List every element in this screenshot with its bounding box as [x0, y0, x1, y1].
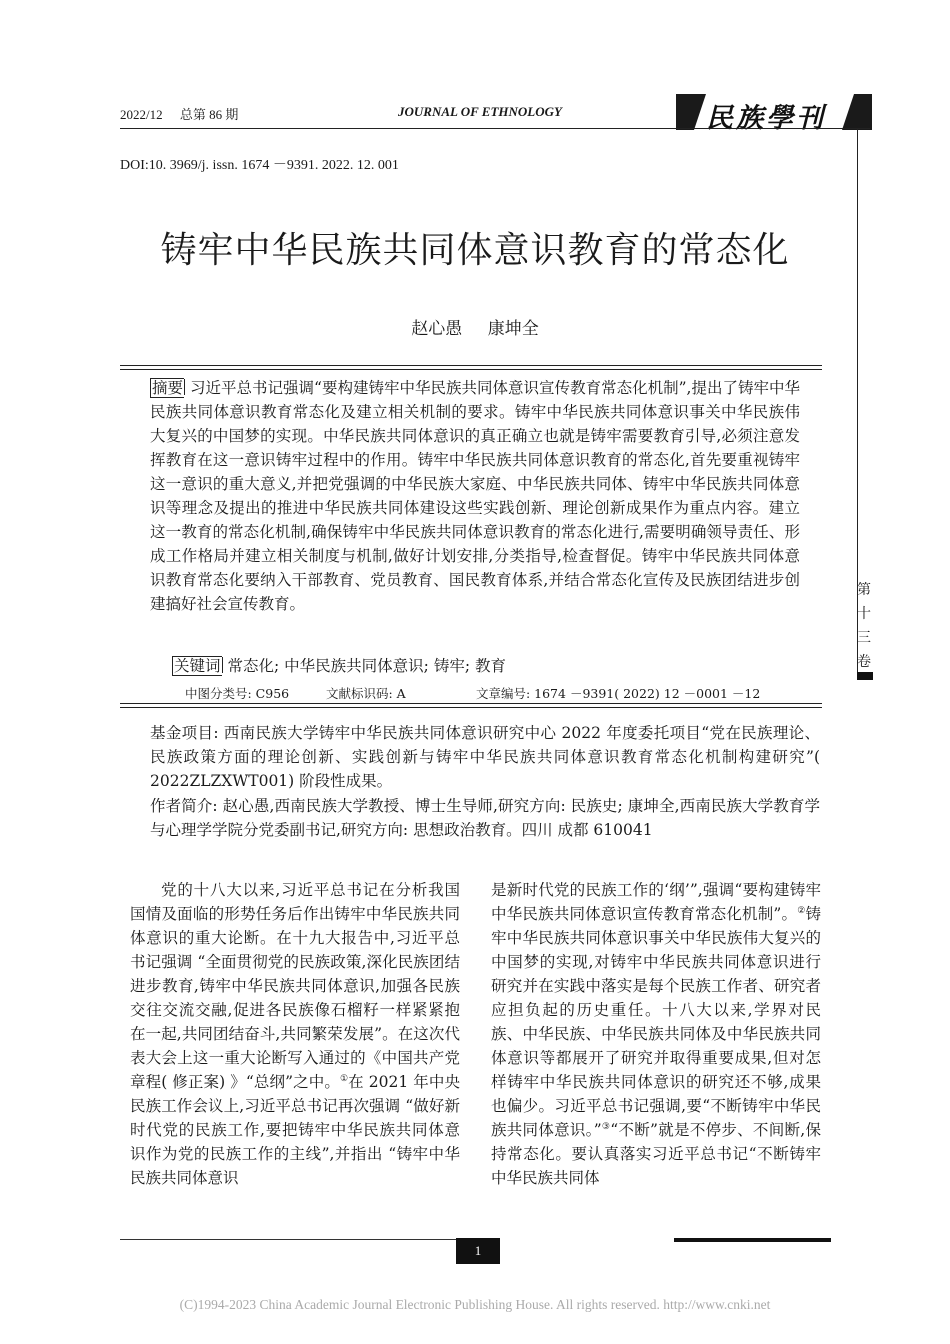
volume-label: 第十三卷: [857, 582, 871, 670]
authors: [0, 314, 950, 339]
body-text: 在 2021 年中央民族工作会议上,习近平总书记再次强调 “做好新时代党的民族工作,要把铸牢中华民族共同体意识作为党的民族工作的主线”,并指出 “铸牢中华民族共同体意识: [130, 1073, 460, 1187]
abstract: [150, 376, 800, 616]
body-text: “不断”就是不停步、不间断,保持常态化。要认真落实习近平总书记“不断铸牢中华民族共同体: [491, 1121, 821, 1187]
author-name: 康坤全: [487, 319, 539, 339]
body-text: 是新时代党的民族工作的‘纲’”,强调“要构建铸牢中华民族共同体意识宣传教育常态化机制”。: [491, 881, 821, 923]
abstract-top-rule: [120, 365, 822, 370]
page-number: 1: [456, 1238, 500, 1264]
doi: DOI:10. 3969/j. issn. 1674 －9391. 2022. 12. 001: [120, 158, 399, 173]
logo-left-ornament: [676, 94, 706, 130]
keywords-label: 关键词: [174, 657, 221, 675]
header-rule: [120, 128, 870, 129]
abstract-text: 习近平总书记强调“要构建铸牢中华民族共同体意识宣传教育常态化机制”,提出了铸牢中华民族共同体意识教育常态化及建立相关机制的要求。铸牢中华民族共同体意识事关中华民族伟大复兴的中国梦的实现。中华民族共同体意识的真正确立也就是铸牢需要教育引导,必须注意发挥教育在这一意识铸牢过程中的作用。铸牢中华民族共同体意识教育的常态化,首先要重视铸牢这一意识的重大意义,并把党强调的中华民族大家庭、中华民族共同体、铸牢中华民族共同体意识等理念及提出的推进中华民族共同体建设这些实践创新、理论创新成果作为重点内容。建立这一教育的常态化机制,确保铸牢中华民族共同体意识教育的常态化进行,需要明确领导责任、形成工作格局并建立相关制度与机制,做好计划安排,分类指导,检查督促。铸牢中华民族共同体意识教育常态化要纳入干部教育、党员教育、国民教育体系,并结合常态化宣传及民族团结进步创建搞好社会宣传教育。: [150, 379, 800, 613]
footer-right-bar: [674, 1238, 831, 1242]
author-name: 赵心愚: [411, 319, 463, 339]
clc-number: 中图分类号: C956: [185, 686, 290, 701]
body-text: 党的十八大以来,习近平总书记在分析我国国情及面临的形势任务后作出铸牢中华民族共同体意识的重大论断。在十九大报告中,习近平总书记强调 “全面贯彻党的民族政策,深化民族团结进步教育,铸牢中华民族共同体意识,加强各民族交往交流交融,促进各民族像石榴籽一样紧紧抱在一起,共同团结奋斗,共同繁荣发展”。在这次代表大会上这一重大论断写入通过的《中国共产党章程( 修正案) 》“总纲”之中。: [130, 881, 460, 1091]
footnote-ref: ②: [797, 905, 806, 916]
document-code: 文献标识码: A: [325, 686, 406, 701]
footnote-ref: ①: [339, 1073, 349, 1084]
body-column-right: [491, 878, 821, 1190]
abstract-bottom-rule: [120, 703, 822, 708]
header-journal-name: JOURNAL OF ETHNOLOGY: [398, 104, 562, 119]
author-info: 作者简介: 赵心愚,西南民族大学教授、博士生导师,研究方向: 民族史; 康坤全,西南民族大学教育学与心理学学院分党委副书记,研究方向: 思想政治教育。四川 成都 610041: [150, 797, 820, 839]
article-number: 文章编号: 1674 －9391( 2022) 12 －0001 －12: [475, 686, 761, 701]
page-title: 铸牢中华民族共同体意识教育的常态化: [160, 230, 790, 271]
classification-line: [185, 684, 785, 702]
footer-left-rule: [120, 1239, 457, 1240]
abstract-label: 摘要: [152, 379, 184, 397]
header-issue: 2022/12: [120, 107, 163, 122]
keywords-text: 常态化; 中华民族共同体意识; 铸牢; 教育: [227, 657, 506, 675]
footnote-ref: ③: [601, 1121, 611, 1132]
body-column-left: [130, 878, 460, 1190]
fund-note: 基金项目: 西南民族大学铸牢中华民族共同体意识研究中心 2022 年度委托项目“党在民族理论、民族政策方面的理论创新、实践创新与铸牢中华民族共同体意识教育常态化机制构建研究”( 2022ZLZXWT001) 阶段性成果。: [150, 724, 820, 790]
keywords: [172, 654, 506, 676]
header-issue-info: [120, 104, 252, 123]
body-text: 铸牢中华民族共同体意识事关中华民族伟大复兴的中国梦的实现,对铸牢中华民族共同体意识进行研究并在实践中落实是每个民族工作者、研究者应担负起的历史重任。十八大以来,学界对民族、中华民族、中华民族共同体及中华民族共同体意识等都展开了研究并取得重要成果,但对怎样铸牢中华民族共同体意识的研究还不够,成果也偏少。习近平总书记强调,要“不断铸牢中华民族共同体意识。”: [491, 905, 821, 1139]
logo-right-ornament: [842, 94, 872, 130]
bracket-close: [222, 657, 224, 673]
logo-text: 民族學刊: [706, 103, 826, 134]
bracket-close: [184, 379, 186, 395]
volume-marker-bar: [857, 672, 873, 680]
header-total: 总第 86 期: [179, 107, 239, 122]
copyright-notice: (C)1994-2023 China Academic Journal Electronic Publishing House. All rights reserved. http://www.cnki.net: [179, 1297, 771, 1312]
journal-logo: [676, 94, 872, 134]
